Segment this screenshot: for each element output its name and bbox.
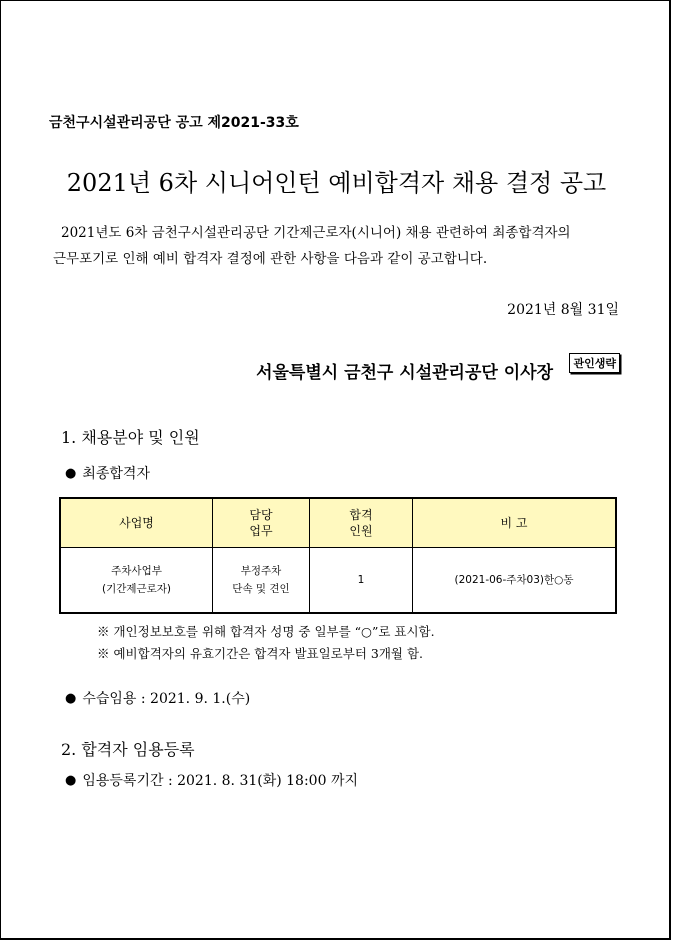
header-business: 사업명 (60, 498, 213, 548)
intro-paragraph (53, 220, 631, 272)
note-privacy: ※ 개인정보보호를 위해 합격자 성명 중 일부를 “○”로 표시함. (97, 624, 435, 639)
intro-line-2: 근무포기로 인해 예비 합격자 결정에 관한 사항을 다음과 같이 공고합니다. (53, 251, 488, 267)
intro-line-1: 2021년도 6차 금천구시설관리공단 기간제근로자(시니어) 채용 관련하여 최종합격자의 (61, 225, 571, 241)
final-candidates-text: 최종합격자 (82, 466, 150, 482)
seal-omitted-stamp: 관인생략 (569, 353, 620, 373)
section-2-heading: 2. 합격자 임용등록 (61, 740, 195, 759)
cell-duty: 부정주차 단속 및 견인 (213, 548, 310, 614)
header-duty: 담당 업무 (213, 498, 310, 548)
bullet-icon: ● (65, 772, 77, 788)
bullet-icon: ● (65, 465, 77, 481)
note-validity: ※ 예비합격자의 유효기간은 합격자 발표일로부터 3개월 함. (97, 646, 423, 661)
cell-remark: (2021-06-주차03)한○동 (413, 548, 617, 614)
notice-number: 금천구시설관리공단 공고 제2021-33호 (49, 115, 299, 131)
cell-business: 주차사업부 (기간제근로자) (60, 548, 213, 614)
section-1-heading: 1. 채용분야 및 인원 (61, 428, 200, 447)
bullet-icon: ● (65, 690, 77, 706)
recruitment-table (59, 497, 617, 614)
notice-date: 2021년 8월 31일 (507, 302, 619, 318)
cell-count: 1 (310, 548, 413, 614)
registration-period (65, 770, 358, 790)
table-notes (97, 621, 435, 665)
header-count: 합격 인원 (310, 498, 413, 548)
final-candidates-label (65, 463, 150, 483)
signer-name: 서울특별시 금천구 시설관리공단 이사장 (256, 363, 553, 383)
header-remark: 비 고 (413, 498, 617, 548)
training-date (65, 688, 250, 708)
registration-period-text: 임용등록기간 : 2021. 8. 31(화) 18:00 까지 (82, 773, 358, 789)
page-title: 2021년 6차 시니어인턴 예비합격자 채용 결정 공고 (66, 169, 607, 197)
table-header-row (60, 498, 616, 548)
table-row (60, 548, 616, 614)
training-date-text: 수습임용 : 2021. 9. 1.(수) (82, 691, 251, 707)
